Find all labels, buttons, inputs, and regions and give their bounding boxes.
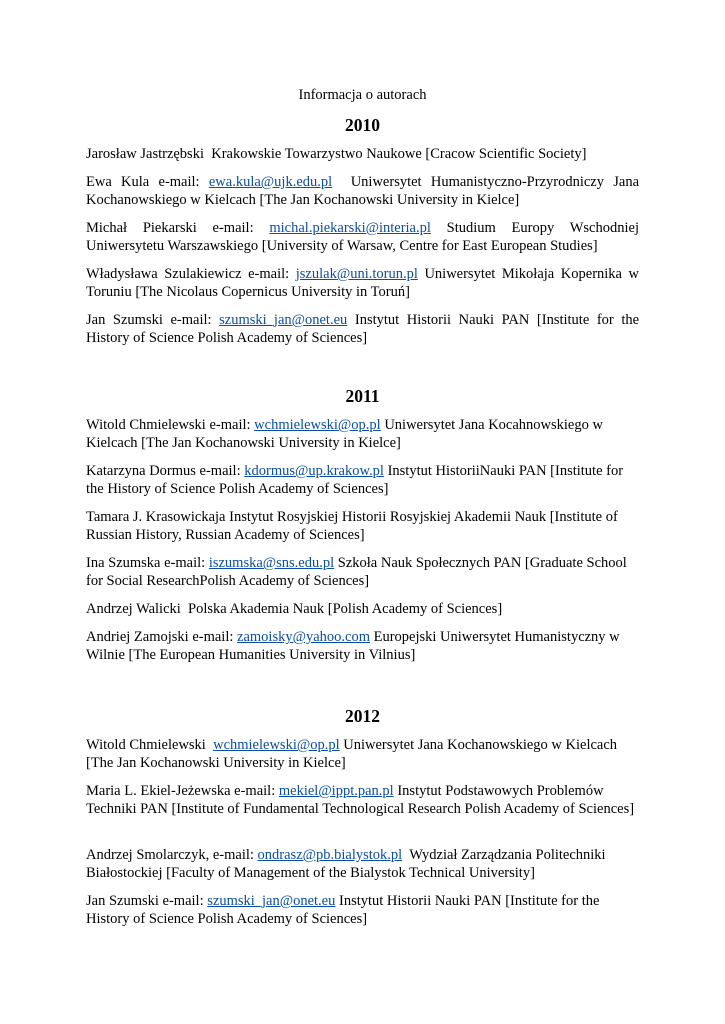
email-label: e-mail: [212,847,254,863]
author-entry [86,736,639,772]
author-affiliation: Wydział Zarządzania Politechniki Białostockiej [Faculty of Management of the Bialystok Technical University] [86,847,606,882]
author-entry [86,462,639,498]
email-link[interactable]: kdormus@up.krakow.pl [244,463,384,479]
author-name: Michał Piekarski [86,220,197,236]
author-entry [86,219,639,255]
author-entry [86,173,639,209]
author-entry [86,628,639,664]
email-label: e-mail: [162,893,204,909]
author-name: Witold Chmielewski [86,737,206,753]
author-affiliation: Krakowskie Towarzystwo Naukowe [Cracow Scientific Society] [211,146,587,162]
email-link[interactable]: szumski_jan@onet.eu [219,312,348,328]
email-label: e-mail: [164,555,206,571]
author-entry [86,508,639,544]
email-link[interactable]: ewa.kula@ujk.edu.pl [208,174,333,190]
author-name: Jan Szumski [86,893,159,909]
author-name: Jarosław Jastrzębski [86,146,204,162]
author-affiliation: Uniwersytet Humanistyczno-Przyrodniczy Jana Kochanowskiego w Kielcach [The Jan Kochanowski University in Kielce] [86,174,640,209]
email-label: e-mail: [170,312,212,328]
email-link[interactable]: michal.piekarski@interia.pl [269,220,431,236]
author-entry [86,416,639,452]
email-label: e-mail: [234,783,276,799]
author-entry [86,554,639,590]
author-affiliation: Europejski Uniwersytet Humanistyczny w Wilnie [The European Humanities University in Vilnius] [86,629,620,664]
author-affiliation: Instytut HistoriiNauki PAN [Institute for the History of Science Polish Academy of Sciences] [86,463,624,498]
email-link[interactable]: ondrasz@pb.bialystok.pl [257,847,403,863]
email-link[interactable]: iszumska@sns.edu.pl [208,555,335,571]
year-heading-2011: 2011 [345,386,380,406]
author-affiliation: Polska Akademia Nauk [Polish Academy of Sciences] [188,601,503,617]
author-affiliation: Szkoła Nauk Społecznych PAN [Graduate School for Social ResearchPolish Academy of Sciences] [86,555,627,590]
author-affiliation: Instytut Podstawowych Problemów Techniki PAN [Institute of Fundamental Technological Research Polish Academy of Sciences] [86,783,635,818]
email-label: e-mail: [158,174,200,190]
email-link[interactable]: jszulak@uni.torun.pl [295,266,418,282]
author-affiliation: Uniwersytet Jana Kochanowskiego w Kielcach [The Jan Kochanowski University in Kielce] [86,737,618,772]
email-label: e-mail: [248,266,290,282]
email-link[interactable]: szumski_jan@onet.eu [207,893,336,909]
email-link[interactable]: wchmielewski@op.pl [254,417,381,433]
author-name: Ina Szumska [86,555,161,571]
author-affiliation: Instytut Historii Nauki PAN [Institute for the History of Science Polish Academy of Sciences] [86,312,640,347]
author-name: Jan Szumski [86,312,163,328]
email-label: e-mail: [212,220,254,236]
author-name: Andrzej Walicki [86,601,181,617]
email-label: e-mail: [209,417,251,433]
author-affiliation: Instytut Historii Nauki PAN [Institute for the History of Science Polish Academy of Sciences] [86,893,600,928]
author-affiliation: Uniwersytet Jana Kocahnowskiego w Kielcach [The Jan Kochanowski University in Kielce] [86,417,603,452]
author-affiliation: Studium Europy Wschodniej Uniwersytetu Warszawskiego [University of Warsaw, Centre for East European Studies] [86,220,639,255]
document-title: Informacja o autorach [298,87,427,103]
email-link[interactable]: wchmielewski@op.pl [213,737,340,753]
year-heading-2012: 2012 [345,706,380,726]
author-name: Tamara J. Krasowickaja [86,509,226,525]
author-entry [86,145,639,163]
email-label: e-mail: [199,463,241,479]
author-affiliation: Instytut Rosyjskiej Historii Rosyjskiej Akademii Nauk [Institute of Russian History, Russian Academy of Sciences] [86,509,618,544]
author-name: Ewa Kula [86,174,150,190]
author-name: Andriej Zamojski [86,629,189,645]
author-entry [86,846,639,882]
author-name: Władysława Szulakiewicz [86,266,242,282]
author-entry [86,600,639,618]
author-name: Maria L. Ekiel-Jeżewska [86,783,231,799]
author-entry [86,311,639,347]
author-name: Witold Chmielewski [86,417,206,433]
author-entry [86,265,639,301]
author-entry [86,892,639,928]
year-heading-2010: 2010 [345,115,380,135]
author-name: Katarzyna Dormus [86,463,196,479]
email-link[interactable]: mekiel@ippt.pan.pl [278,783,394,799]
author-affiliation: Uniwersytet Mikołaja Kopernika w Toruniu [The Nicolaus Copernicus University in Toruń] [86,266,640,301]
email-label: e-mail: [192,629,234,645]
author-name: Andrzej Smolarczyk, [86,847,210,863]
author-entry [86,782,639,818]
email-link[interactable]: zamoisky@yahoo.com [237,629,370,645]
